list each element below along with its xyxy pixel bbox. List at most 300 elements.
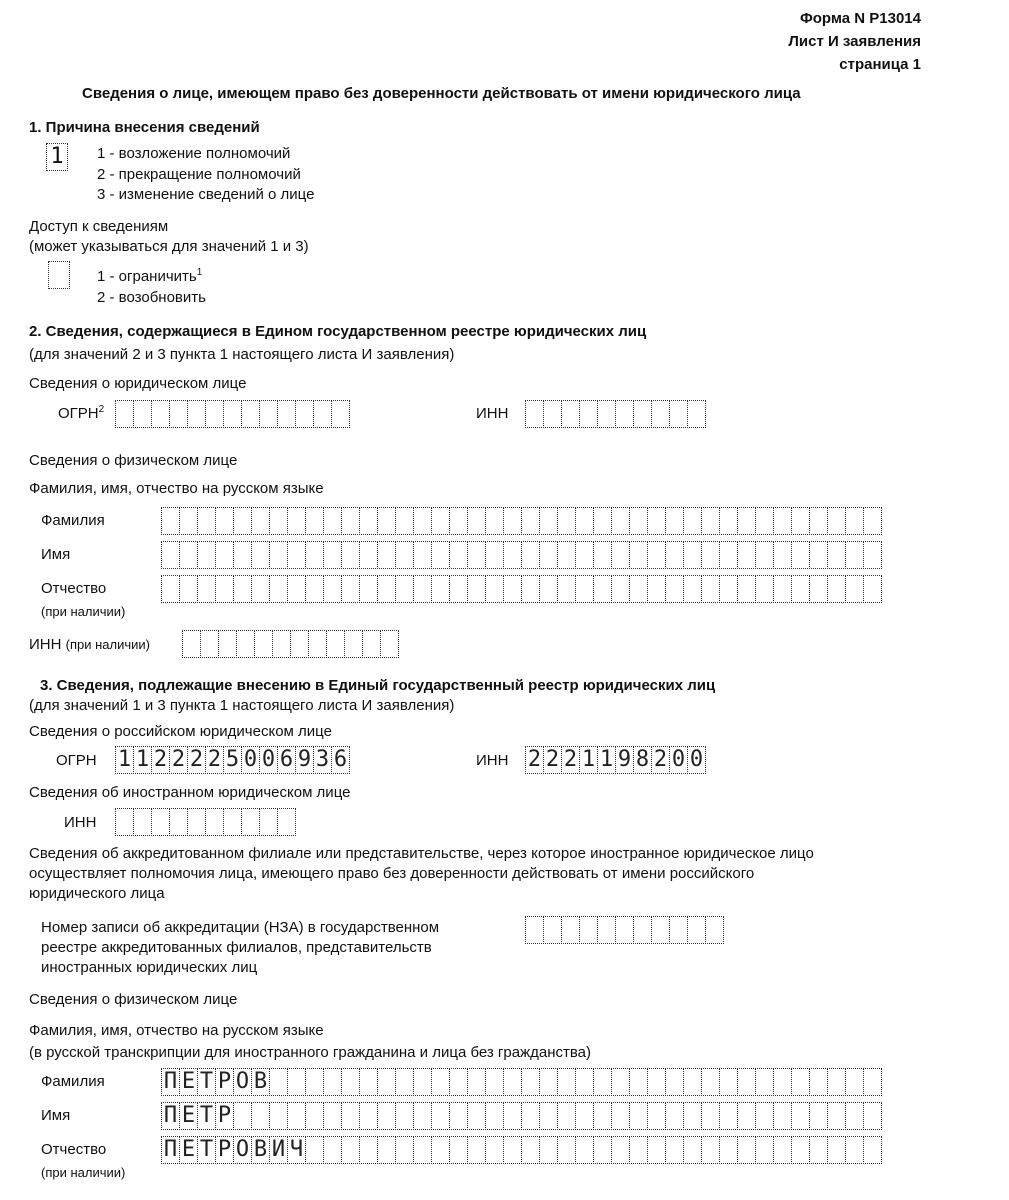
s3-branch-line-3: юридического лица	[29, 885, 165, 902]
char-cell	[539, 575, 558, 603]
char-cell: 5	[223, 746, 242, 774]
char-cell	[179, 575, 198, 603]
char-cell	[377, 575, 396, 603]
s2-patronymic-label: Отчество	[41, 580, 107, 597]
char-cell: И	[269, 1136, 288, 1164]
char-cell: Т	[197, 1136, 216, 1164]
char-cell: 8	[633, 746, 652, 774]
char-cell	[809, 1068, 828, 1096]
char-cell	[701, 1136, 720, 1164]
char-cell: 6	[277, 746, 296, 774]
char-cell	[413, 541, 432, 569]
s2-patronymic-field[interactable]	[161, 575, 881, 603]
char-cell	[593, 1102, 612, 1130]
char-cell	[449, 1068, 468, 1096]
char-cell	[737, 575, 756, 603]
char-cell	[359, 1136, 378, 1164]
char-cell	[629, 1068, 648, 1096]
char-cell	[326, 630, 345, 658]
char-cell	[133, 808, 152, 836]
char-cell	[169, 400, 188, 428]
char-cell	[809, 575, 828, 603]
char-cell	[305, 1102, 324, 1130]
char-cell	[665, 1102, 684, 1130]
char-cell	[503, 507, 522, 535]
char-cell: 2	[651, 746, 670, 774]
char-cell	[809, 1136, 828, 1164]
s3-name-field[interactable]	[161, 1102, 881, 1130]
char-cell	[827, 1136, 846, 1164]
char-cell	[251, 575, 270, 603]
char-cell	[485, 1068, 504, 1096]
char-cell	[377, 541, 396, 569]
s2-name-label: Имя	[41, 546, 71, 563]
char-cell	[377, 1102, 396, 1130]
char-cell	[187, 400, 206, 428]
char-cell	[305, 575, 324, 603]
char-cell	[539, 1102, 558, 1130]
s3-ru-label: Сведения о российском юридическом лице	[29, 723, 332, 740]
char-cell	[665, 1068, 684, 1096]
char-cell	[287, 575, 306, 603]
access-note: (может указываться для значений 1 и 3)	[29, 238, 309, 255]
char-cell	[809, 507, 828, 535]
char-cell	[773, 1136, 792, 1164]
char-cell	[161, 541, 180, 569]
char-cell	[665, 507, 684, 535]
reason-option-1: 1 - возложение полномочий	[97, 145, 291, 162]
char-cell: 0	[669, 746, 688, 774]
char-cell	[362, 630, 381, 658]
char-cell	[597, 916, 616, 944]
char-cell	[449, 1102, 468, 1130]
access-code-box[interactable]	[48, 261, 70, 289]
char-cell	[295, 400, 314, 428]
char-cell	[575, 575, 594, 603]
char-cell	[521, 1068, 540, 1096]
char-cell	[863, 575, 882, 603]
char-cell: 2	[169, 746, 188, 774]
section-1-heading: 1. Причина внесения сведений	[29, 119, 260, 136]
char-cell	[395, 507, 414, 535]
char-cell	[197, 507, 216, 535]
char-cell	[647, 541, 666, 569]
char-cell	[215, 575, 234, 603]
char-cell	[791, 507, 810, 535]
char-cell	[827, 1102, 846, 1130]
char-cell: 9	[295, 746, 314, 774]
char-cell	[503, 1102, 522, 1130]
char-cell	[543, 916, 562, 944]
char-cell	[773, 1102, 792, 1130]
s2-fio-label: Фамилия, имя, отчество на русском языке	[29, 480, 324, 497]
char-cell	[277, 808, 296, 836]
char-cell	[467, 1136, 486, 1164]
reason-option-3: 3 - изменение сведений о лице	[97, 186, 315, 203]
char-cell	[665, 575, 684, 603]
char-cell	[503, 575, 522, 603]
char-cell	[863, 1136, 882, 1164]
char-cell	[863, 507, 882, 535]
char-cell	[323, 507, 342, 535]
char-cell: 3	[313, 746, 332, 774]
sheet-name: Лист И заявления	[788, 33, 921, 50]
s3-ogrn-label: ОГРН	[56, 752, 97, 769]
char-cell	[449, 1136, 468, 1164]
char-cell	[485, 541, 504, 569]
char-cell	[557, 1068, 576, 1096]
char-cell	[305, 1136, 324, 1164]
char-cell: П	[161, 1068, 180, 1096]
char-cell: 9	[615, 746, 634, 774]
char-cell	[467, 1068, 486, 1096]
char-cell	[241, 808, 260, 836]
char-cell	[305, 507, 324, 535]
char-cell	[413, 1136, 432, 1164]
char-cell	[215, 507, 234, 535]
s3-nza-field[interactable]	[525, 916, 723, 944]
s2-surname-field[interactable]	[161, 507, 881, 535]
char-cell	[341, 575, 360, 603]
char-cell	[377, 1068, 396, 1096]
char-cell	[467, 507, 486, 535]
char-cell: Е	[179, 1102, 198, 1130]
char-cell	[431, 1136, 450, 1164]
s3-person-label: Сведения о физическом лице	[29, 991, 238, 1008]
char-cell	[205, 808, 224, 836]
char-cell	[323, 1102, 342, 1130]
char-cell	[187, 808, 206, 836]
char-cell	[539, 1068, 558, 1096]
char-cell	[845, 1136, 864, 1164]
access-label: Доступ к сведениям	[29, 218, 169, 235]
char-cell	[431, 575, 450, 603]
char-cell	[269, 575, 288, 603]
char-cell	[597, 400, 616, 428]
char-cell	[575, 507, 594, 535]
char-cell	[651, 916, 670, 944]
char-cell	[344, 630, 363, 658]
s3-inn-label: ИНН	[476, 752, 509, 769]
char-cell: 6	[331, 746, 350, 774]
char-cell	[845, 507, 864, 535]
char-cell	[161, 575, 180, 603]
char-cell	[197, 575, 216, 603]
char-cell	[611, 1068, 630, 1096]
char-cell: 2	[205, 746, 224, 774]
char-cell	[323, 541, 342, 569]
char-cell	[359, 575, 378, 603]
s3-foreign-label: Сведения об иностранном юридическом лице	[29, 784, 351, 801]
char-cell	[827, 1068, 846, 1096]
char-cell	[683, 541, 702, 569]
s2-ogrn-field[interactable]	[115, 400, 349, 428]
char-cell	[395, 1068, 414, 1096]
page-number: страница 1	[839, 56, 921, 73]
s3-fio-label: Фамилия, имя, отчество на русском языке	[29, 1022, 324, 1039]
char-cell	[341, 507, 360, 535]
s3-branch-line-1: Сведения об аккредитованном филиале или представительстве, через которое иностранное юридическое лицо	[29, 845, 814, 862]
char-cell: Р	[215, 1068, 234, 1096]
char-cell	[611, 1102, 630, 1130]
s2-patronymic-note: (при наличии)	[41, 604, 126, 619]
char-cell	[683, 1102, 702, 1130]
char-cell: О	[233, 1136, 252, 1164]
char-cell	[593, 1068, 612, 1096]
char-cell	[737, 1068, 756, 1096]
char-cell	[629, 541, 648, 569]
char-cell	[629, 575, 648, 603]
char-cell	[341, 1102, 360, 1130]
char-cell	[611, 1136, 630, 1164]
char-cell	[287, 1068, 306, 1096]
section-2-heading: 2. Сведения, содержащиеся в Едином государственном реестре юридических лиц	[29, 323, 647, 340]
char-cell: Р	[215, 1102, 234, 1130]
char-cell	[683, 575, 702, 603]
section-3-heading: 3. Сведения, подлежащие внесению в Единый государственный реестр юридических лиц	[40, 677, 716, 694]
s2-inn-field[interactable]	[525, 400, 705, 428]
char-cell	[431, 507, 450, 535]
char-cell	[341, 541, 360, 569]
char-cell	[705, 916, 724, 944]
s3-branch-line-2: осуществляет полномочия лица, имеющего право без доверенности действовать от имени российского	[29, 865, 755, 882]
char-cell	[115, 808, 134, 836]
s3-foreign-inn-field[interactable]	[115, 808, 295, 836]
char-cell	[169, 808, 188, 836]
char-cell	[467, 541, 486, 569]
char-cell	[791, 575, 810, 603]
char-cell	[380, 630, 399, 658]
char-cell	[503, 1068, 522, 1096]
char-cell	[579, 400, 598, 428]
char-cell	[809, 541, 828, 569]
char-cell	[503, 1136, 522, 1164]
char-cell	[223, 808, 242, 836]
char-cell	[719, 1068, 738, 1096]
char-cell	[236, 630, 255, 658]
char-cell	[331, 400, 350, 428]
char-cell	[151, 400, 170, 428]
char-cell	[557, 541, 576, 569]
s3-surname-label: Фамилия	[41, 1073, 105, 1090]
char-cell	[809, 1102, 828, 1130]
char-cell	[575, 1136, 594, 1164]
char-cell	[755, 507, 774, 535]
char-cell: 2	[525, 746, 544, 774]
s2-name-field[interactable]	[161, 541, 881, 569]
char-cell	[359, 1102, 378, 1130]
char-cell	[287, 507, 306, 535]
char-cell	[305, 1068, 324, 1096]
char-cell	[647, 1102, 666, 1130]
s3-patronymic-label: Отчество	[41, 1141, 107, 1158]
char-cell	[323, 575, 342, 603]
char-cell	[233, 575, 252, 603]
char-cell	[827, 575, 846, 603]
section-2-note: (для значений 2 и 3 пункта 1 настоящего листа И заявления)	[29, 346, 455, 363]
char-cell	[200, 630, 219, 658]
char-cell	[251, 541, 270, 569]
char-cell	[377, 507, 396, 535]
char-cell	[413, 1068, 432, 1096]
char-cell	[701, 1068, 720, 1096]
char-cell	[773, 1068, 792, 1096]
s2-person-inn-field[interactable]	[182, 630, 398, 658]
char-cell	[218, 630, 237, 658]
s3-nza-line-3: иностранных юридических лиц	[41, 959, 258, 976]
char-cell	[223, 400, 242, 428]
char-cell	[557, 1136, 576, 1164]
s3-surname-field[interactable]	[161, 1068, 881, 1096]
char-cell	[791, 541, 810, 569]
char-cell	[687, 916, 706, 944]
char-cell: В	[251, 1068, 270, 1096]
char-cell	[719, 507, 738, 535]
char-cell	[615, 916, 634, 944]
char-cell: 0	[241, 746, 260, 774]
char-cell	[269, 541, 288, 569]
char-cell	[467, 1102, 486, 1130]
char-cell	[539, 541, 558, 569]
char-cell	[287, 1102, 306, 1130]
char-cell: 2	[151, 746, 170, 774]
char-cell	[687, 400, 706, 428]
char-cell	[269, 507, 288, 535]
char-cell: Ч	[287, 1136, 306, 1164]
char-cell	[629, 1136, 648, 1164]
char-cell	[719, 541, 738, 569]
char-cell	[413, 575, 432, 603]
char-cell	[647, 1136, 666, 1164]
char-cell: Р	[215, 1136, 234, 1164]
section-3-note: (для значений 1 и 3 пункта 1 настоящего листа И заявления)	[29, 697, 455, 714]
char-cell	[719, 575, 738, 603]
reason-code-box[interactable]: 1	[46, 143, 68, 171]
char-cell	[215, 541, 234, 569]
s3-inn-field[interactable]	[525, 746, 705, 774]
s3-name-label: Имя	[41, 1107, 71, 1124]
char-cell	[521, 541, 540, 569]
char-cell: Е	[179, 1068, 198, 1096]
char-cell	[449, 541, 468, 569]
char-cell	[561, 400, 580, 428]
char-cell	[737, 1136, 756, 1164]
char-cell	[521, 507, 540, 535]
char-cell	[575, 1102, 594, 1130]
char-cell	[773, 541, 792, 569]
char-cell	[719, 1136, 738, 1164]
char-cell	[431, 541, 450, 569]
char-cell	[151, 808, 170, 836]
char-cell	[575, 1068, 594, 1096]
char-cell	[272, 630, 291, 658]
char-cell	[377, 1136, 396, 1164]
char-cell	[701, 507, 720, 535]
char-cell	[827, 541, 846, 569]
char-cell	[179, 507, 198, 535]
s2-legal-label: Сведения о юридическом лице	[29, 375, 247, 392]
s3-patronymic-field[interactable]	[161, 1136, 881, 1164]
char-cell	[615, 400, 634, 428]
char-cell	[485, 1136, 504, 1164]
char-cell	[503, 541, 522, 569]
char-cell	[413, 507, 432, 535]
s3-patronymic-note: (при наличии)	[41, 1165, 126, 1180]
char-cell	[611, 507, 630, 535]
char-cell	[701, 541, 720, 569]
s3-nza-line-2: реестре аккредитованных филиалов, представительств	[41, 939, 432, 956]
char-cell	[313, 400, 332, 428]
char-cell	[485, 507, 504, 535]
char-cell	[737, 507, 756, 535]
char-cell	[277, 400, 296, 428]
char-cell	[521, 1102, 540, 1130]
s3-fio-note: (в русской транскрипции для иностранного гражданина и лица без гражданства)	[29, 1044, 592, 1061]
char-cell	[431, 1102, 450, 1130]
char-cell: Е	[179, 1136, 198, 1164]
char-cell	[827, 507, 846, 535]
char-cell	[791, 1136, 810, 1164]
char-cell: 1	[597, 746, 616, 774]
char-cell	[683, 507, 702, 535]
char-cell	[557, 575, 576, 603]
char-cell	[737, 1102, 756, 1130]
char-cell	[665, 541, 684, 569]
char-cell	[521, 575, 540, 603]
char-cell	[863, 1068, 882, 1096]
char-cell	[182, 630, 201, 658]
char-cell	[205, 400, 224, 428]
char-cell: О	[233, 1068, 252, 1096]
s2-inn-label: ИНН	[476, 405, 509, 422]
char-cell	[543, 400, 562, 428]
char-cell	[669, 400, 688, 428]
char-cell	[449, 575, 468, 603]
char-cell	[701, 575, 720, 603]
s3-foreign-inn-label: ИНН	[64, 814, 97, 831]
char-cell	[179, 541, 198, 569]
char-cell	[669, 916, 688, 944]
s3-nza-line-1: Номер записи об аккредитации (НЗА) в государственном	[41, 919, 440, 936]
char-cell	[633, 916, 652, 944]
char-cell	[557, 507, 576, 535]
s2-ogrn-label: ОГРН$^2$	[58, 404, 105, 422]
char-cell	[115, 400, 134, 428]
char-cell	[241, 400, 260, 428]
char-cell	[341, 1136, 360, 1164]
s3-ogrn-field[interactable]	[115, 746, 349, 774]
char-cell	[259, 808, 278, 836]
char-cell	[579, 916, 598, 944]
char-cell	[773, 575, 792, 603]
char-cell	[254, 630, 273, 658]
char-cell	[233, 507, 252, 535]
char-cell	[755, 541, 774, 569]
char-cell	[611, 541, 630, 569]
s2-person-label: Сведения о физическом лице	[29, 452, 238, 469]
char-cell	[539, 507, 558, 535]
char-cell: 1	[133, 746, 152, 774]
reason-option-2: 2 - прекращение полномочий	[97, 166, 301, 183]
char-cell	[683, 1068, 702, 1096]
char-cell: 2	[543, 746, 562, 774]
char-cell	[395, 541, 414, 569]
char-cell: 2	[561, 746, 580, 774]
char-cell	[755, 1102, 774, 1130]
char-cell: Т	[197, 1068, 216, 1096]
s2-surname-label: Фамилия	[41, 512, 105, 529]
char-cell	[341, 1068, 360, 1096]
